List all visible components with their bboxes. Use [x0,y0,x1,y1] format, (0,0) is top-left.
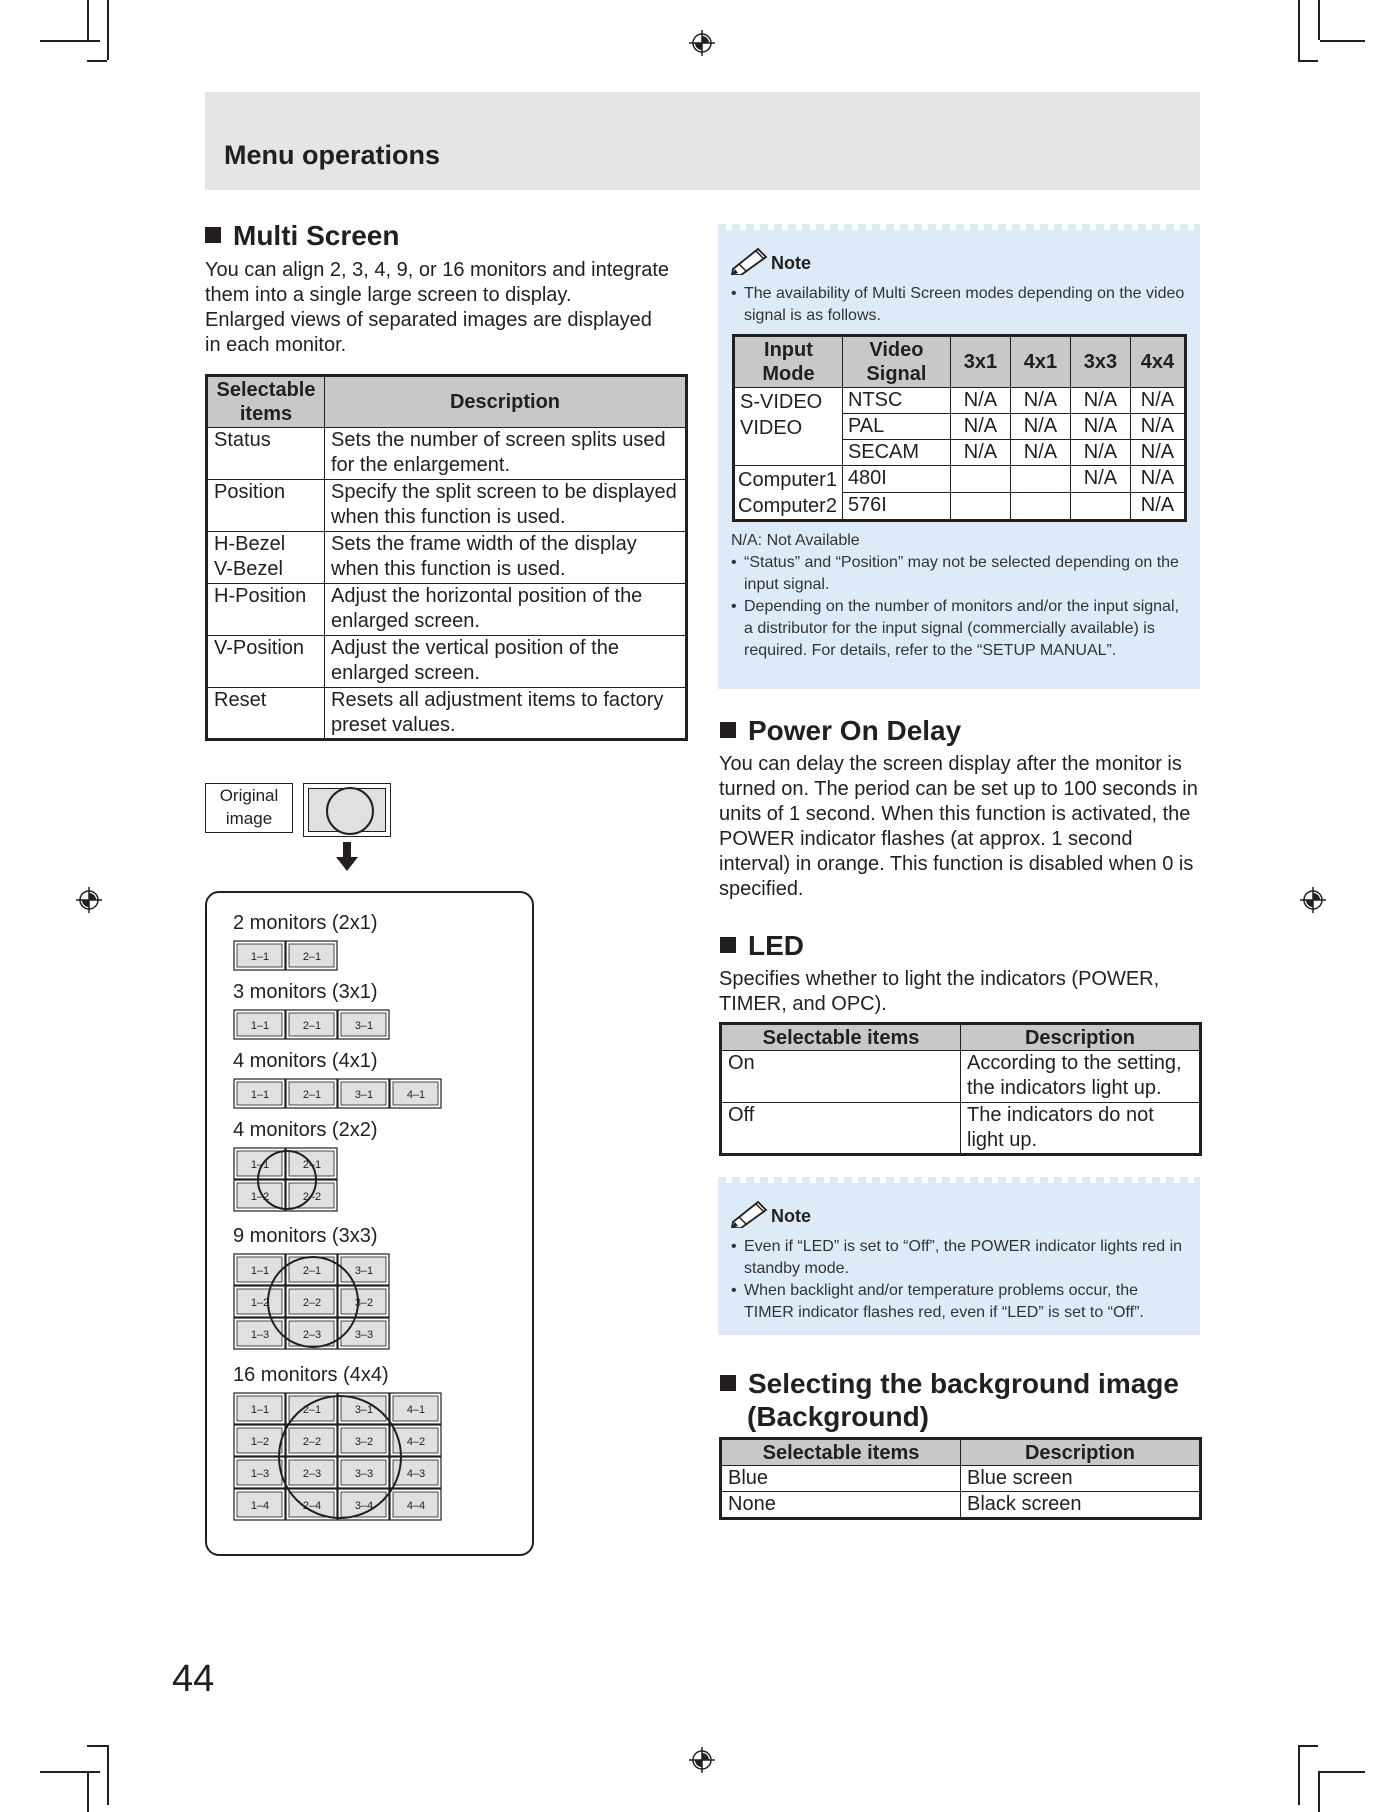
pencil-note-icon [730,1198,772,1228]
table-cell: Blue screen [961,1466,1201,1492]
down-arrow-icon [336,842,358,872]
pencil-note-icon [730,245,772,275]
table-header: 4x1 [1010,336,1070,388]
background-table [719,1437,1202,1520]
monitor-tile-label: 4–1 [406,1404,426,1416]
crop-mark [1298,1745,1300,1805]
table-cell: V-Position [207,636,325,688]
table-cell: N/A [950,414,1010,440]
monitor-layout-label: 4 monitors (4x1) [233,1050,378,1072]
led-title: LED [748,930,804,961]
monitor-tile-label: 2–1 [302,1020,322,1032]
monitor-tile-label: 1–1 [250,1265,270,1277]
monitor-tile-label: 3–3 [354,1468,374,1480]
table-cell [1010,492,1070,520]
table-cell: N/A [1070,388,1130,414]
monitor-grid [233,1147,341,1215]
multi-screen-intro [205,258,705,358]
monitor-layout-label: 2 monitors (2x1) [233,912,378,934]
note-footnote: N/A: Not Available [731,532,860,549]
crop-mark [1298,60,1318,62]
table-cell: SECAM [842,440,950,466]
square-bullet-icon [205,227,221,243]
table-header: Description [961,1439,1201,1466]
monitor-tile-label: 1–1 [250,1089,270,1101]
table-header: 4x4 [1130,336,1185,388]
table-cell: H-Bezel V-Bezel [207,532,325,584]
table-header: 3x3 [1070,336,1130,388]
table-cell: N/A [1130,414,1185,440]
square-bullet-icon [720,1375,736,1391]
table-cell: Sets the number of screen splits used for the enlargement. [325,428,687,480]
monitor-tile-label: 3–1 [354,1020,374,1032]
monitor-tile-label: 1–1 [250,1020,270,1032]
power-on-delay-title: Power On Delay [748,715,962,746]
monitor-tile-label: 4–4 [406,1500,426,1512]
intro-line: in each monitor. [205,334,347,356]
table-cell: N/A [1130,440,1185,466]
monitor-tile-label: 1–2 [250,1436,270,1448]
monitor-tile-label: 2–1 [302,1089,322,1101]
monitor-layout-label: 9 monitors (3x3) [233,1225,378,1247]
page-header-title: Menu operations [224,140,441,170]
table-header: Input Mode [734,336,843,388]
monitor-tile-label: 2–1 [302,951,322,963]
table-cell: Adjust the vertical position of the enlarged screen. [325,636,687,688]
monitor-tile-label: 2–2 [302,1191,322,1203]
note-box-border [718,224,1200,230]
monitor-layout-label: 3 monitors (3x1) [233,981,378,1003]
monitor-tile-label: 2–1 [302,1404,322,1416]
monitor-tile-label: 2–2 [302,1436,322,1448]
power-on-delay-heading [720,715,961,747]
intro-line: Enlarged views of separated images are displayed [205,309,652,331]
table-cell [950,466,1010,493]
crop-mark [1298,1745,1318,1747]
monitor-layout-label: 4 monitors (2x2) [233,1119,378,1141]
crop-mark [1320,40,1365,42]
monitor-grid [233,1078,445,1112]
table-header: Video Signal [842,336,950,388]
table-cell: N/A [1130,492,1185,520]
table-cell: S-VIDEO VIDEO [734,388,843,466]
table-cell: None [721,1492,961,1519]
note-bullet: • Even if “LED” is set to “Off”, the POWER indicator lights red in standby mode. [731,1236,1191,1280]
note-box-border [718,1177,1200,1183]
table-cell: The indicators do not light up. [961,1103,1201,1155]
crop-mark [107,0,109,60]
registration-mark-icon [1300,887,1326,913]
table-cell: According to the setting, the indicators light up. [961,1051,1201,1103]
monitor-tile-label: 3–1 [354,1089,374,1101]
background-heading-line2: (Background) [747,1401,929,1432]
led-table [719,1022,1202,1156]
note-bullet: • The availability of Multi Screen modes depending on the video signal is as follows. [731,283,1186,327]
table-cell: N/A [1010,440,1070,466]
monitor-tile-label: 2–1 [302,1159,322,1171]
crop-mark [87,1745,107,1747]
note-bullet: • “Status” and “Position” may not be selected depending on the input signal. [731,552,1186,596]
table-cell [950,492,1010,520]
crop-mark [1298,0,1300,60]
table-cell: Blue [721,1466,961,1492]
monitor-tile-label: 4–1 [406,1089,426,1101]
table-cell: H-Position [207,584,325,636]
table-cell [1070,492,1130,520]
table-cell: Off [721,1103,961,1155]
table-header: Description [325,376,687,428]
background-heading [720,1368,1179,1400]
monitor-tile-label: 3–1 [354,1265,374,1277]
table-cell: N/A [1070,414,1130,440]
table-cell: N/A [1130,388,1185,414]
note-intro [731,283,1186,327]
table-cell: 576I [842,492,950,520]
intro-line: them into a single large screen to display. [205,284,572,306]
monitor-layout-label: 16 monitors (4x4) [233,1364,389,1386]
monitor-tile-label: 1–1 [250,1404,270,1416]
crop-mark [87,0,89,40]
monitor-tile-label: 1–2 [250,1297,270,1309]
table-cell: Sets the frame width of the display when this function is used. [325,532,687,584]
monitor-tile-label: 2–3 [302,1468,322,1480]
table-cell [1010,466,1070,493]
registration-mark-icon [76,887,102,913]
monitor-tile-label: 1–2 [250,1191,270,1203]
led-heading [720,930,804,962]
crop-mark [40,1771,100,1773]
table-header: Selectable items [207,376,325,428]
table-cell: Reset [207,688,325,740]
note-label: Note [771,1206,811,1226]
crop-mark [40,40,100,42]
table-cell: Adjust the horizontal position of the enlarged screen. [325,584,687,636]
note2-text [731,1236,1191,1324]
crop-mark [87,1771,89,1812]
monitor-tile-label: 1–3 [250,1468,270,1480]
background-title: Selecting the background image [748,1368,1179,1399]
square-bullet-icon [720,937,736,953]
table-cell: Computer1 Computer2 [734,466,843,521]
table-cell: N/A [1130,466,1185,493]
monitor-tile-label: 1–1 [250,1159,270,1171]
monitor-tile-label: 1–3 [250,1329,270,1341]
monitor-grid [233,1392,445,1524]
monitor-tile-label: 3–2 [354,1436,374,1448]
monitor-tile-label: 4–2 [406,1436,426,1448]
multi-screen-title: Multi Screen [233,220,400,251]
monitor-tile-label: 1–1 [250,951,270,963]
monitor-tile-label: 3–3 [354,1329,374,1341]
monitor-tile-label: 3–2 [354,1297,374,1309]
note-bullet: • When backlight and/or temperature problems occur, the TIMER indicator flashes red, even if “LED” is set to “Off”. [731,1280,1191,1324]
table-header: Description [961,1024,1201,1051]
table-cell: N/A [1070,440,1130,466]
table-cell: Resets all adjustment items to factory preset values. [325,688,687,740]
led-text: Specifies whether to light the indicators (POWER, TIMER, and OPC). [719,968,1160,1015]
table-cell: Status [207,428,325,480]
monitor-tile-label: 3–4 [354,1500,374,1512]
monitor-tile-label: 1–4 [250,1500,270,1512]
table-cell: On [721,1051,961,1103]
table-cell: N/A [1070,466,1130,493]
registration-mark-icon [689,1747,715,1773]
availability-table [732,334,1187,522]
table-header: Selectable items [721,1024,961,1051]
square-bullet-icon [720,722,736,738]
monitor-tile-label: 3–1 [354,1404,374,1416]
crop-mark [1318,0,1320,40]
table-cell: Specify the split screen to be displayed when this function is used. [325,480,687,532]
registration-mark-icon [689,30,715,56]
table-cell: NTSC [842,388,950,414]
monitor-grid [233,1009,393,1043]
intro-line: You can align 2, 3, 4, 9, or 16 monitors and integrate [205,259,670,281]
monitor-tile-label: 2–2 [302,1297,322,1309]
table-cell: N/A [1010,414,1070,440]
crop-mark [1318,1771,1320,1812]
table-header: Selectable items [721,1439,961,1466]
original-image-label: Original image [205,783,293,833]
multi-screen-table [205,374,688,741]
monitor-grid [233,940,341,974]
multi-screen-heading [205,220,399,252]
monitor-tile-label: 2–4 [302,1500,322,1512]
table-cell: N/A [950,388,1010,414]
table-cell: Black screen [961,1492,1201,1519]
crop-mark [87,60,107,62]
table-cell: N/A [1010,388,1070,414]
page-number: 44 [172,1658,215,1700]
table-cell: N/A [950,440,1010,466]
note-footnote-block [731,530,1186,662]
table-cell: Position [207,480,325,532]
note-label: Note [771,253,811,273]
crop-mark [107,1745,109,1805]
original-image-box [303,783,391,837]
monitor-tile-label: 2–1 [302,1265,322,1277]
table-cell: 480I [842,466,950,493]
monitor-grid [233,1253,393,1353]
original-image-circle [326,787,374,835]
monitor-tile-label: 4–3 [406,1468,426,1480]
crop-mark [1320,1771,1365,1773]
note-bullet: • Depending on the number of monitors and/or the input signal, a distributor for the input signal (commercially available) is required. For details, refer to the “SETUP MANUAL”. [731,596,1186,662]
table-header: 3x1 [950,336,1010,388]
power-on-delay-text: You can delay the screen display after the monitor is turned on. The period can be set up to 100 seconds in units of 1 second. When this function is activated, the POWER indicator flashes (at approx. 1 second interval) in orange. This function is disabled when 0 is specified. [719,753,1198,900]
table-cell: PAL [842,414,950,440]
monitor-tile-label: 2–3 [302,1329,322,1341]
